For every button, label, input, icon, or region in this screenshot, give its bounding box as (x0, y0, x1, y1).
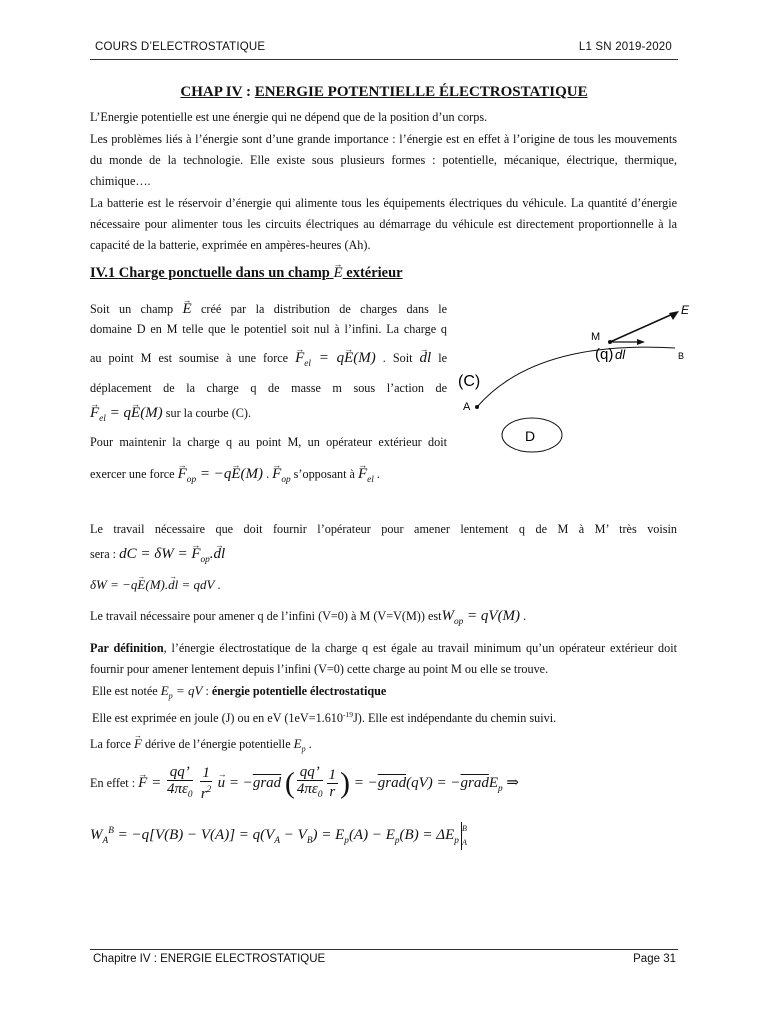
header-year: L1 SN 2019-2020 (578, 41, 672, 53)
body-line-17: $W_A^B = -q[V(B) - V(A)] = q(V_A - V_B) = E_p(A) - E_p(B) = \Delta E_pB$ A (90, 822, 467, 850)
section-heading: IV.1 Charge ponctuelle dans un champ → E extérieur (90, 265, 403, 282)
figure-label-A: A (463, 401, 471, 413)
figure-label-M: M (591, 331, 601, 343)
body-line-7: exercer une force → $F_{op} = -q\to E(M)$ . → $F_{op}$ s’opposant à → $F_{el}$ . (90, 466, 447, 485)
footer-chapter: Chapitre IV : ENERGIE ELECTROSTATIQUE (93, 953, 326, 965)
body-line-13: Elle est notée $E_p$ = qV : énergie potentielle électrostatique (92, 683, 387, 701)
header-rule (90, 59, 678, 60)
body-line-12: Par définition, l’énergie électrostatique de la charge q est égale au travail minimum qu’un opérateur extérieur doit fournir pour amener lentement depuis l’infini (V=0) cette charge au point M ou elle se trouve. (90, 641, 678, 676)
body-line-14: Elle est exprimée en joule (J) ou en eV $(1eV=1.610^{-19}J)$. Elle est indépendante du chemin suivi. (92, 710, 557, 726)
body-line-4: déplacement de la charge q de masse m sous l’action de (90, 381, 447, 395)
footer-rule (90, 949, 678, 950)
intro-p3: La batterie est le réservoir d’énergie qui alimente tous les équipements électriques du véhicule. La quantité d’énergie nécessaire pour alimenter tous les circuits électriques au démarrage du véhicule est directement proportionnelle à la capacité de la batterie, exprimée en ampères-heures (Ah). (90, 196, 677, 252)
body-line-1: Soit un champ → E créé par la distribution de charges dans le (90, 301, 447, 318)
figure-label-q: (q) (595, 346, 614, 363)
footer-page-number: Page 31 (633, 953, 676, 965)
figure-label-dl: dl (615, 347, 626, 362)
figure-label-E: E (681, 303, 690, 317)
body-line-16: En effet : → F = $\frac{qq’}{4\pi\varepsilon_0}$ $\frac{1}{r^2}$ → u = −grad ( $\frac{qq’}{4\pi\varepsilon_0}$ $\frac{1}{r}$ ) = −grad(qV) = −gradE$_p$ ⇒ (90, 764, 519, 803)
chapter-title: CHAP IV : ENERGIE POTENTIELLE ÉLECTROSTATIQUE (180, 84, 588, 100)
body-line-6: Pour maintenir la charge q au point M, un opérateur extérieur doit (90, 435, 447, 449)
intro-p1: L’Energie potentielle est une énergie qui ne dépend que de la position d’un corps. (90, 110, 488, 124)
body-line-3: au point M est soumise à une force → $F_{el} = q\to E(M)$ . Soit → dl le (90, 350, 447, 369)
body-line-5: → $F_{el} = q\to E(M)$ sur la courbe (C). (90, 405, 447, 424)
figure-label-D: D (525, 428, 536, 444)
body-line-11: Le travail nécessaire pour amener q de l’infini (V=0) à M (V=V(M)) estW$_{op}$ = qV(M) . (90, 608, 527, 627)
body-line-10: δW = −q→ E(M).→ dl = qdV . (90, 577, 221, 593)
body-line-8: Le travail nécessaire que doit fournir l’opérateur pour amener lentement q de M à M’ très voisin (90, 522, 677, 536)
body-line-15: La force → F dérive de l’énergie potentielle $E_p$ . (90, 736, 312, 754)
header-course-title: COURS D’ELECTROSTATIQUE (95, 41, 266, 53)
figure-label-B: B (678, 351, 685, 361)
figure-charge-path (455, 295, 695, 460)
body-line-2: domaine D en M telle que le potentiel soit nul à l’infini. La charge q (90, 322, 447, 336)
intro-p2: Les problèmes liés à l’énergie sont d’une grande importance : l’énergie est en effet à l’origine de tous les mouvements du monde de la technologie. Elle existe sous plusieurs formes : potentielle, mécanique, électrique, thermique, chimique…. (90, 132, 677, 188)
body-line-9: sera : dC = δW = → $F_{op}.\to$ dl (90, 546, 225, 565)
figure-label-C: (C) (458, 373, 481, 390)
